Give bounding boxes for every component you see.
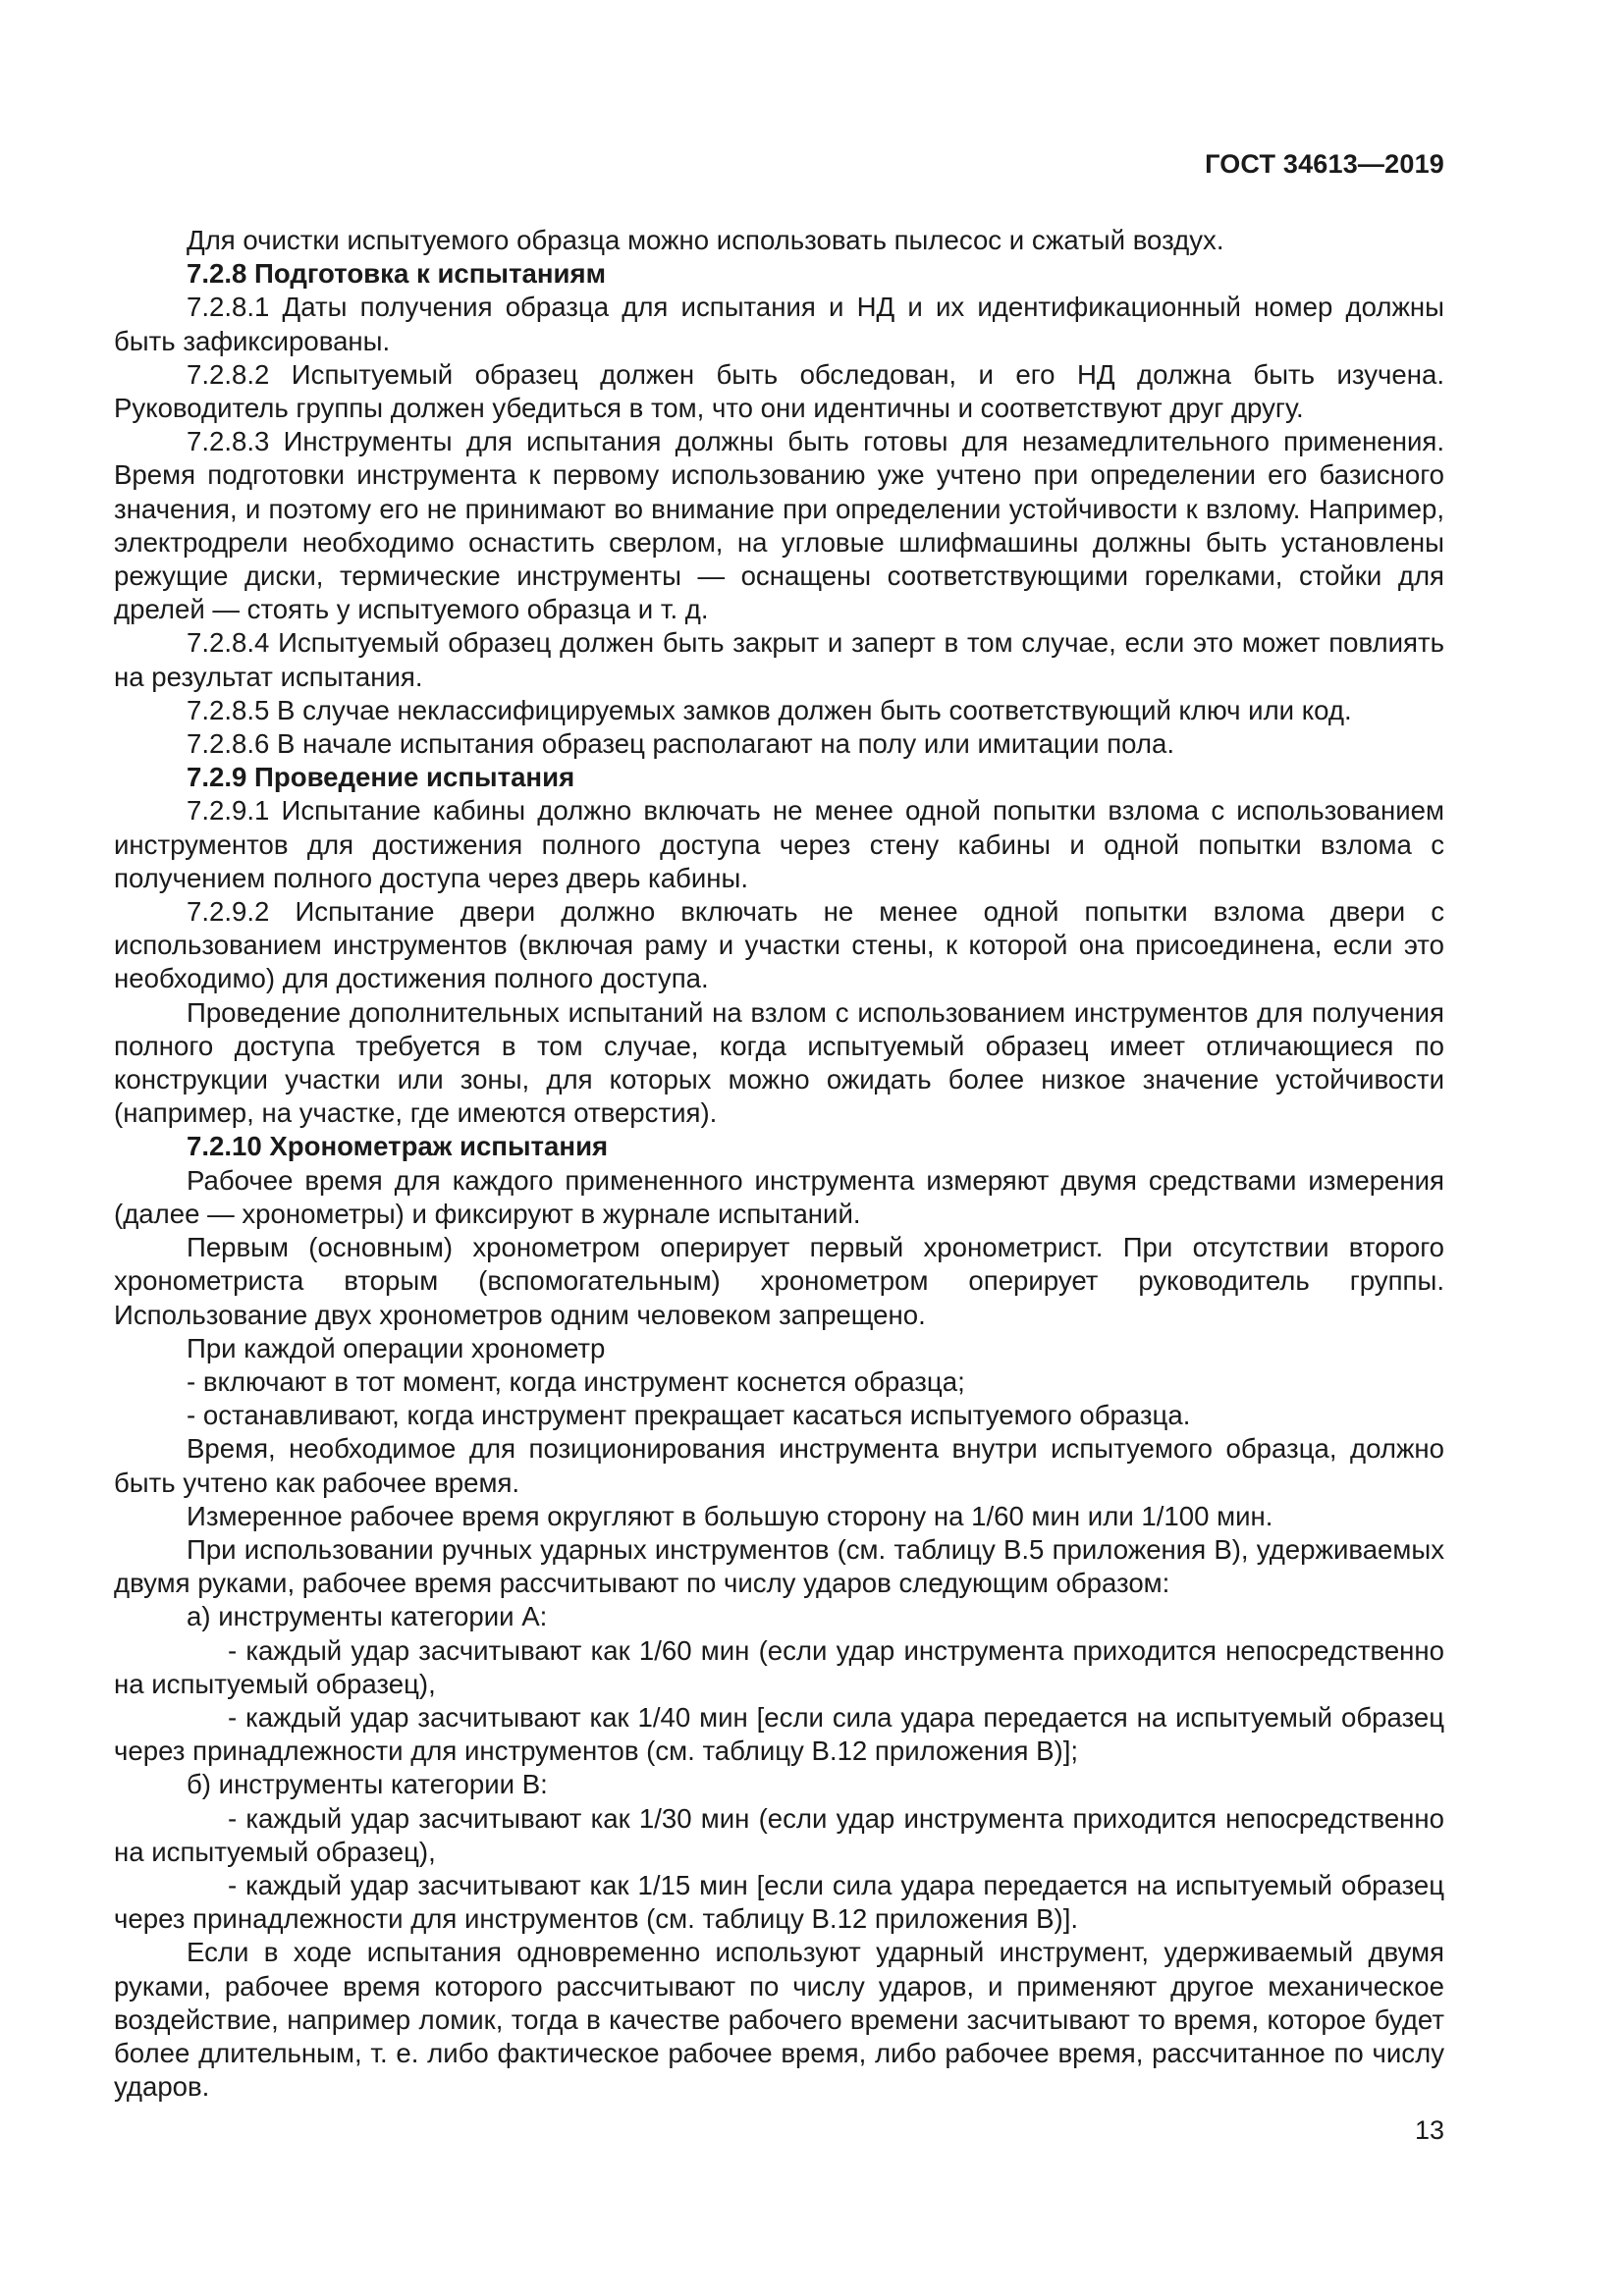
paragraph: Первым (основным) хронометром оперирует первый хронометрист. При отсутствии второго хронометриста вторым (вспомогательным) хронометром оперирует руководитель группы. Использование двух хронометров одним человеком запрещено. bbox=[114, 1232, 1444, 1330]
section-heading-7-2-8: 7.2.8 Подготовка к испытаниям bbox=[187, 258, 606, 290]
dash-list-item: - останавливают, когда инструмент прекращает касаться испытуемого образца. bbox=[187, 1400, 1191, 1431]
dash-list-item: - включают в тот момент, когда инструмент коснется образца; bbox=[187, 1365, 965, 1397]
paragraph: При каждой операции хронометр bbox=[187, 1332, 606, 1363]
sub-list-item: - каждый удар засчитывают как 1/15 мин [если сила удара передается на испытуемый образец через принадлежности для инструментов (см. таблицу В.12 приложения В)]. bbox=[114, 1869, 1444, 1935]
sub-list-item: - каждый удар засчитывают как 1/40 мин [если сила удара передается на испытуемый образец через принадлежности для инструментов (см. таблицу В.12 приложения В)]; bbox=[114, 1701, 1444, 1767]
paragraph: 7.2.8.3 Инструменты для испытания должны быть готовы для незамедлительного применения. Время подготовки инструмента к первому использованию уже учтено при определении его базисного значения, и поэтому его не принимают во внимание при определении устойчивости к взлому. Например, электродрели необходимо оснастить сверлом, на угловые шлифмашины должны быть установлены режущие диски, термические инструменты — оснащены соответствующими горелками, стойки для дрелей — стоять у испытуемого образца и т. д. bbox=[114, 426, 1444, 625]
document-body bbox=[114, 224, 1444, 2104]
paragraph: Для очистки испытуемого образца можно использовать пылесос и сжатый воздух. bbox=[187, 225, 1224, 255]
paragraph: 7.2.8.5 В случае неклассифицируемых замков должен быть соответствующий ключ или код. bbox=[187, 694, 1352, 725]
sub-list-item: - каждый удар засчитывают как 1/30 мин (если удар инструмента приходится непосредственно на испытуемый образец), bbox=[114, 1802, 1444, 1867]
paragraph: Рабочее время для каждого примененного инструмента измеряют двумя средствами измерения (далее — хронометры) и фиксируют в журнале испытаний. bbox=[114, 1164, 1444, 1229]
paragraph: Измеренное рабочее время округляют в большую сторону на 1/60 мин или 1/100 мин. bbox=[187, 1500, 1273, 1531]
section-heading-7-2-9: 7.2.9 Проведение испытания bbox=[187, 762, 575, 793]
paragraph: 7.2.8.1 Даты получения образца для испытания и НД и их идентификационный номер должны быть зафиксированы. bbox=[114, 292, 1444, 356]
paragraph: Если в ходе испытания одновременно используют ударный инструмент, удерживаемый двумя руками, рабочее время которого рассчитывают по числу ударов, и применяют другое механическое воздействие, например ломик, тогда в качестве рабочего времени засчитывают то время, которое будет более длительным, т. е. либо фактическое рабочее время, либо рабочее время, рассчитанное по числу ударов. bbox=[114, 1937, 1444, 2103]
document-standard-id: ГОСТ 34613—2019 bbox=[1205, 149, 1444, 179]
list-item-category-b: б) инструменты категории В: bbox=[187, 1769, 548, 1800]
paragraph: Время, необходимое для позиционирования инструмента внутри испытуемого образца, должно быть учтено как рабочее время. bbox=[114, 1433, 1444, 1498]
paragraph: 7.2.8.6 В начале испытания образец располагают на полу или имитации пола. bbox=[187, 728, 1175, 760]
page-number: 13 bbox=[1414, 2115, 1444, 2145]
section-heading-7-2-10: 7.2.10 Хронометраж испытания bbox=[187, 1131, 609, 1162]
paragraph: 7.2.9.2 Испытание двери должно включать не менее одной попытки взлома двери с использованием инструментов (включая раму и участки стены, к которой она присоединена, если это необходимо) для достижения полного доступа. bbox=[114, 896, 1444, 994]
paragraph: При использовании ручных ударных инструментов (см. таблицу В.5 приложения В), удерживаемых двумя руками, рабочее время рассчитывают по числу ударов следующим образом: bbox=[114, 1533, 1444, 1599]
sub-list-item: - каждый удар засчитывают как 1/60 мин (если удар инструмента приходится непосредственно на испытуемый образец), bbox=[114, 1634, 1444, 1699]
list-item-category-a: а) инструменты категории А: bbox=[187, 1601, 548, 1632]
paragraph: 7.2.8.2 Испытуемый образец должен быть обследован, и его НД должна быть изучена. Руководитель группы должен убедиться в том, что они идентичны и соответствуют друг другу. bbox=[114, 358, 1444, 424]
paragraph: 7.2.9.1 Испытание кабины должно включать не менее одной попытки взлома с использованием инструментов для достижения полного доступа через стену кабины и одной попытки взлома с получением полного доступа через дверь кабины. bbox=[114, 795, 1444, 893]
paragraph: 7.2.8.4 Испытуемый образец должен быть закрыт и заперт в том случае, если это может повлиять на результат испытания. bbox=[114, 627, 1444, 692]
paragraph: Проведение дополнительных испытаний на взлом с использованием инструментов для получения полного доступа требуется в том случае, когда испытуемый образец имеет отличающиеся по конструкции участки или зоны, для которых можно ожидать более низкое значение устойчивости (например, на участке, где имеются отверстия). bbox=[114, 996, 1444, 1129]
